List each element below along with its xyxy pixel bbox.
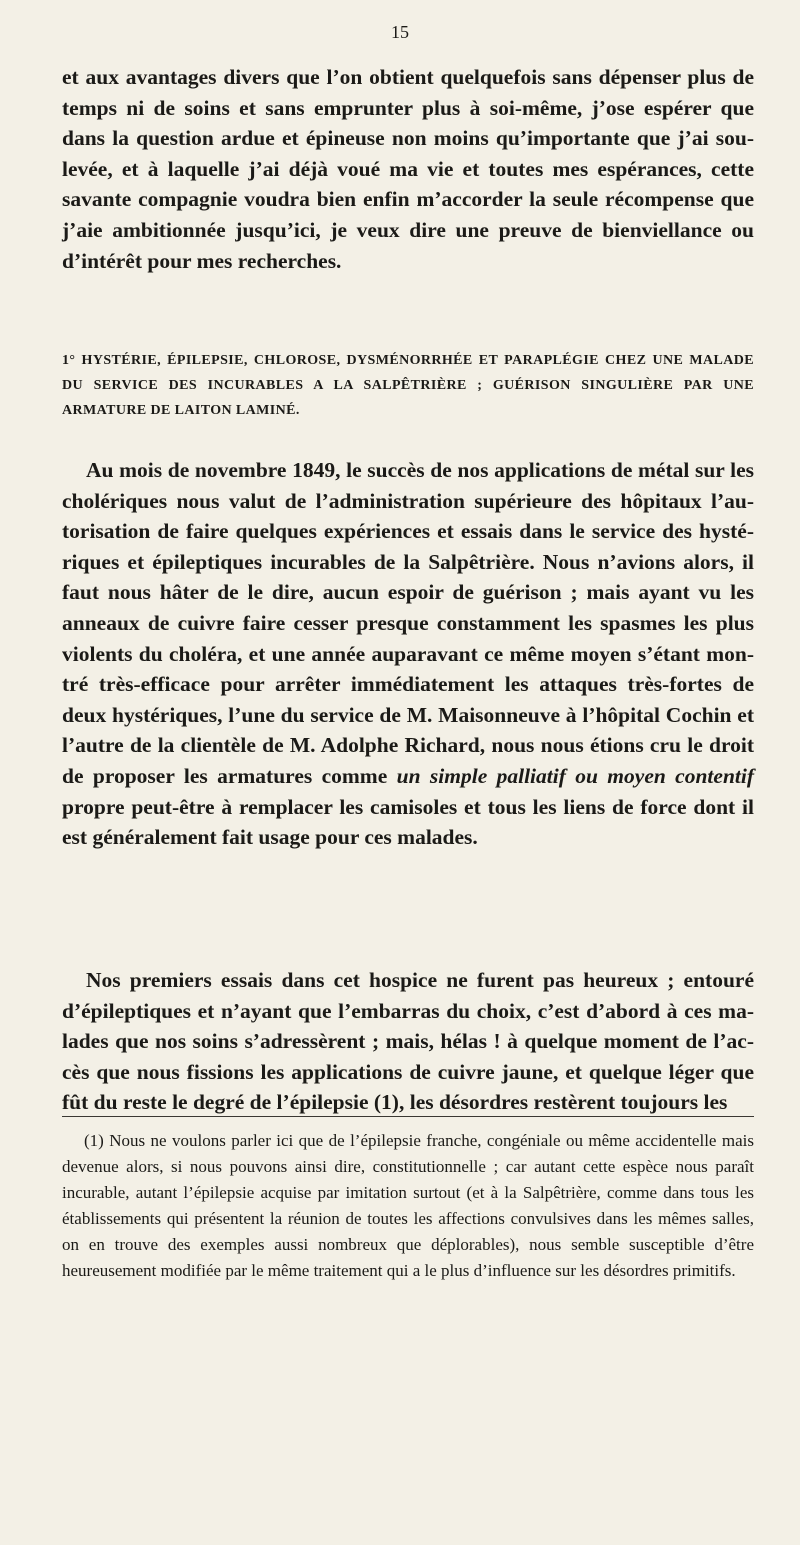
main-paragraph-part2: propre peut-être à remplacer les camisoles et tous les liens de force dont il est généralement fait usage pour ces malades. — [62, 794, 754, 850]
main-paragraph — [62, 455, 754, 853]
intro-paragraph-text: et aux avantages divers que l’on obtient quelquefois sans dépenser plus de temps ni de soins et sans emprunter plus à soi-même, j’ose espérer que dans la question ardue et épineuse non moins qu’importante que j’ai sou-levée, et à laquelle j’ai déjà voué ma vie et toutes mes espérances, cette savante compagnie voudra bien enfin m’accorder la seule récompense que j’aie ambitionnée jusqu’ici, je veux dire une preuve de bienviellance ou d’intérêt pour mes recherches. — [62, 65, 754, 273]
main-paragraph-text — [62, 455, 754, 853]
trials-paragraph-text: Nos premiers essais dans cet hospice ne furent pas heureux ; entouré d’épileptiques et n’ayant que l’embarras du choix, c’est d’abord à ces ma-lades que nos soins s’adressèrent ; mais, hélas ! à quelque moment de l’ac-cès que nous fissions les applications de cuivre jaune, et quelque léger que fût du reste le degré de l’épilepsie (1), les désordres restèrent toujours les — [62, 968, 754, 1115]
intro-paragraph — [62, 62, 754, 276]
page-number: 15 — [391, 22, 409, 42]
footnote: (1) Nous ne voulons parler ici que de l’épilepsie franche, congéniale ou même accidentelle mais devenue alors, si nous pouvons ainsi dire, constitutionnelle ; car autant cette espèce nous paraît incurable, autant l’épilepsie acquise par imitation surtout (et à la Salpêtrière, comme dans tous les établissements qui présentent la réunion de toutes les affections convulsives dans les mêmes salles, on en trouve des exemples aussi nombreux que déplorables), nous semble susceptible d’être heureusement modifiée par le même traitement qui a le plus d’influence sur les désordres primitifs. — [62, 1131, 754, 1280]
main-paragraph-italic: un simple palliatif ou moyen contentif — [396, 763, 755, 788]
trials-paragraph — [62, 965, 754, 1118]
section-heading: 1° HYSTÉRIE, ÉPILEPSIE, CHLOROSE, DYSMÉNORRHÉE ET PARAPLÉGIE CHEZ UNE MALADE DU SERVICE DES INCURABLES A LA SALPÊTRIÈRE ; GUÉRISON SINGULIÈRE PAR UNE ARMATURE DE LAITON LAMINÉ. — [62, 353, 754, 418]
main-paragraph-part1: Au mois de novembre 1849, le succès de nos applications de métal sur les cholériques nous valut de l’administration supérieure des hôpitaux l’au-torisation de faire quelques expériences et essais dans le service des hysté-riques et épileptiques incurables de la Salpêtrière. Nous n’avions alors, il faut nous hâter de le dire, aucun espoir de guérison ; mais ayant vu les anneaux de cuivre faire cesser presque constamment les spasmes les plus violents du choléra, et une année auparavant ce même moyen s’étant mon-tré très-efficace pour arrêter immédiatement les attaques très-fortes de deux hystériques, l’une du service de M. Maisonneuve à l’hôpital Cochin et l’autre de la clientèle de M. Adolphe Richard, nous nous étions cru le droit de proposer les armatures comme — [62, 458, 754, 788]
footnote-divider — [62, 1116, 754, 1117]
